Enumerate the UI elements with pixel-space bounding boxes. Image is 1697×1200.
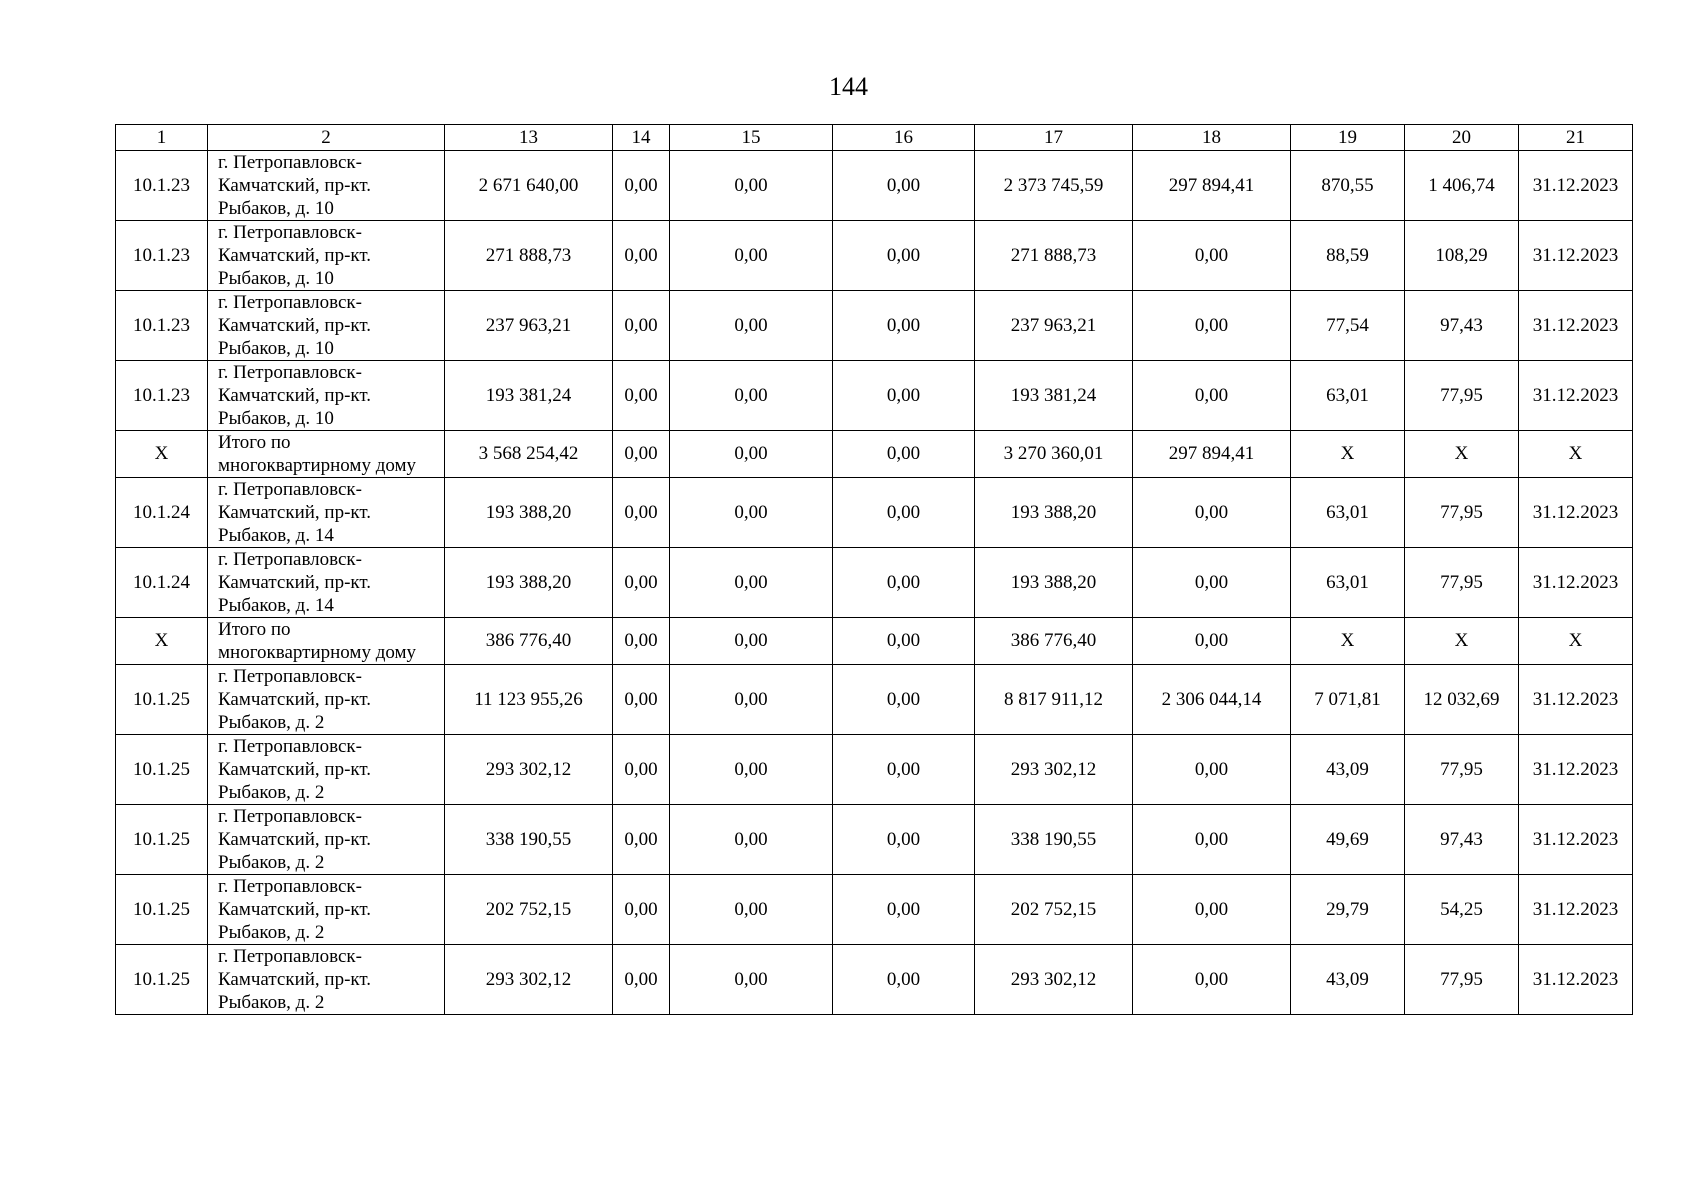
cell-col-17: 338 190,55 [975,805,1133,875]
cell-col-13: 237 963,21 [445,291,613,361]
cell-col-15: 0,00 [670,478,833,548]
cell-col-15: 0,00 [670,431,833,478]
cell-col-18: 0,00 [1133,548,1291,618]
cell-col-19: 870,55 [1291,151,1405,221]
cell-address: г. Петропавловск-Камчатский, пр-кт. Рыбаков, д. 2 [208,945,445,1015]
cell-address: г. Петропавловск-Камчатский, пр-кт. Рыбаков, д. 10 [208,291,445,361]
cell-col-21: 31.12.2023 [1519,875,1633,945]
table-row [116,945,1633,1015]
cell-col-20: 12 032,69 [1405,665,1519,735]
cell-col-21: 31.12.2023 [1519,945,1633,1015]
column-header: 15 [670,125,833,151]
cell-col-20: 97,43 [1405,805,1519,875]
column-header: 1 [116,125,208,151]
cell-col-15: 0,00 [670,805,833,875]
cell-col-21: 31.12.2023 [1519,151,1633,221]
cell-col-18: 297 894,41 [1133,151,1291,221]
cell-col-18: 0,00 [1133,945,1291,1015]
cell-col-13: 193 388,20 [445,548,613,618]
cell-col-13: 271 888,73 [445,221,613,291]
table-row [116,361,1633,431]
cell-col-19: 77,54 [1291,291,1405,361]
cell-col-16: 0,00 [833,735,975,805]
column-header: 17 [975,125,1133,151]
cell-col-14: 0,00 [613,618,670,665]
cell-col-15: 0,00 [670,291,833,361]
cell-col-15: 0,00 [670,735,833,805]
cell-col-17: 193 388,20 [975,478,1133,548]
column-header: 20 [1405,125,1519,151]
cell-col-18: 2 306 044,14 [1133,665,1291,735]
cell-col-16: 0,00 [833,221,975,291]
cell-col-14: 0,00 [613,945,670,1015]
cell-col-19: 43,09 [1291,735,1405,805]
cell-row-number: 10.1.25 [116,735,208,805]
cell-col-20: 54,25 [1405,875,1519,945]
cell-col-20: 77,95 [1405,478,1519,548]
cell-col-14: 0,00 [613,548,670,618]
table-row [116,548,1633,618]
cell-col-16: 0,00 [833,478,975,548]
cell-row-number: 10.1.24 [116,478,208,548]
cell-col-21: 31.12.2023 [1519,548,1633,618]
cell-col-19: 88,59 [1291,221,1405,291]
page-number: 144 [829,72,868,101]
cell-col-13: 338 190,55 [445,805,613,875]
cell-col-17: 293 302,12 [975,945,1133,1015]
table-row [116,291,1633,361]
cell-address: г. Петропавловск-Камчатский, пр-кт. Рыбаков, д. 10 [208,151,445,221]
cell-row-number: 10.1.23 [116,361,208,431]
cell-col-14: 0,00 [613,478,670,548]
table-row [116,735,1633,805]
total-row [116,431,1633,478]
cell-col-15: 0,00 [670,875,833,945]
cell-address: г. Петропавловск-Камчатский, пр-кт. Рыбаков, д. 10 [208,221,445,291]
cell-address: г. Петропавловск-Камчатский, пр-кт. Рыбаков, д. 2 [208,665,445,735]
cell-address: г. Петропавловск-Камчатский, пр-кт. Рыбаков, д. 14 [208,478,445,548]
cell-col-19: X [1291,431,1405,478]
column-header: 18 [1133,125,1291,151]
cell-row-number: X [116,431,208,478]
cell-col-14: 0,00 [613,665,670,735]
cell-col-16: 0,00 [833,361,975,431]
cell-col-16: 0,00 [833,548,975,618]
cell-col-18: 0,00 [1133,478,1291,548]
cell-address: г. Петропавловск-Камчатский, пр-кт. Рыбаков, д. 2 [208,735,445,805]
cell-col-16: 0,00 [833,618,975,665]
table-body [116,151,1633,1015]
cell-col-17: 271 888,73 [975,221,1133,291]
cell-row-number: 10.1.24 [116,548,208,618]
cell-col-18: 0,00 [1133,361,1291,431]
cell-col-20: 1 406,74 [1405,151,1519,221]
cell-col-21: X [1519,618,1633,665]
cell-col-17: 202 752,15 [975,875,1133,945]
cell-col-21: X [1519,431,1633,478]
cell-col-20: 108,29 [1405,221,1519,291]
cell-col-20: 77,95 [1405,548,1519,618]
column-header: 19 [1291,125,1405,151]
cell-col-18: 0,00 [1133,735,1291,805]
table-row [116,805,1633,875]
cell-col-16: 0,00 [833,431,975,478]
cell-row-number: 10.1.23 [116,291,208,361]
cell-address: г. Петропавловск-Камчатский, пр-кт. Рыбаков, д. 10 [208,361,445,431]
cell-col-21: 31.12.2023 [1519,805,1633,875]
cell-col-17: 386 776,40 [975,618,1133,665]
cell-col-19: X [1291,618,1405,665]
cell-col-15: 0,00 [670,361,833,431]
header-row [116,125,1633,151]
cell-col-17: 8 817 911,12 [975,665,1133,735]
cell-col-15: 0,00 [670,548,833,618]
cell-col-13: 202 752,15 [445,875,613,945]
column-header: 14 [613,125,670,151]
cell-col-16: 0,00 [833,291,975,361]
cell-col-15: 0,00 [670,618,833,665]
cell-col-14: 0,00 [613,735,670,805]
table-row [116,875,1633,945]
cell-col-14: 0,00 [613,361,670,431]
cell-col-18: 0,00 [1133,875,1291,945]
cell-col-18: 297 894,41 [1133,431,1291,478]
cell-col-13: 3 568 254,42 [445,431,613,478]
cell-col-16: 0,00 [833,665,975,735]
total-row [116,618,1633,665]
cell-col-16: 0,00 [833,945,975,1015]
cell-col-14: 0,00 [613,151,670,221]
cell-col-20: X [1405,431,1519,478]
cell-address: Итого по многоквартирному дому [208,431,445,478]
cell-col-21: 31.12.2023 [1519,291,1633,361]
cell-row-number: 10.1.23 [116,221,208,291]
cell-col-17: 193 381,24 [975,361,1133,431]
table-row [116,478,1633,548]
column-header: 2 [208,125,445,151]
table-row [116,665,1633,735]
cell-col-18: 0,00 [1133,805,1291,875]
table-row [116,151,1633,221]
cell-col-20: 77,95 [1405,735,1519,805]
cell-col-19: 63,01 [1291,548,1405,618]
cell-col-17: 293 302,12 [975,735,1133,805]
cell-col-16: 0,00 [833,805,975,875]
cell-col-15: 0,00 [670,151,833,221]
cell-col-20: 97,43 [1405,291,1519,361]
cell-address: г. Петропавловск-Камчатский, пр-кт. Рыбаков, д. 2 [208,805,445,875]
cell-col-20: 77,95 [1405,945,1519,1015]
cell-col-21: 31.12.2023 [1519,478,1633,548]
cell-col-13: 2 671 640,00 [445,151,613,221]
cell-col-13: 293 302,12 [445,945,613,1015]
cell-col-19: 49,69 [1291,805,1405,875]
cell-col-18: 0,00 [1133,618,1291,665]
cell-col-13: 293 302,12 [445,735,613,805]
cell-col-14: 0,00 [613,221,670,291]
cell-col-13: 11 123 955,26 [445,665,613,735]
cell-address: Итого по многоквартирному дому [208,618,445,665]
cell-row-number: 10.1.25 [116,945,208,1015]
cell-col-15: 0,00 [670,665,833,735]
cell-col-20: X [1405,618,1519,665]
cell-col-17: 193 388,20 [975,548,1133,618]
cell-col-19: 63,01 [1291,478,1405,548]
cell-col-14: 0,00 [613,875,670,945]
cell-col-16: 0,00 [833,875,975,945]
cell-col-19: 43,09 [1291,945,1405,1015]
cell-row-number: 10.1.25 [116,665,208,735]
cell-col-15: 0,00 [670,221,833,291]
table-row [116,221,1633,291]
cell-col-19: 7 071,81 [1291,665,1405,735]
cell-col-19: 63,01 [1291,361,1405,431]
cell-row-number: X [116,618,208,665]
cell-col-21: 31.12.2023 [1519,361,1633,431]
cell-col-16: 0,00 [833,151,975,221]
cell-col-21: 31.12.2023 [1519,665,1633,735]
cell-row-number: 10.1.25 [116,805,208,875]
cell-col-14: 0,00 [613,431,670,478]
cell-address: г. Петропавловск-Камчатский, пр-кт. Рыбаков, д. 2 [208,875,445,945]
cell-col-18: 0,00 [1133,291,1291,361]
cell-col-15: 0,00 [670,945,833,1015]
cell-col-14: 0,00 [613,291,670,361]
cell-col-13: 193 388,20 [445,478,613,548]
cell-address: г. Петропавловск-Камчатский, пр-кт. Рыбаков, д. 14 [208,548,445,618]
column-header: 13 [445,125,613,151]
cell-col-18: 0,00 [1133,221,1291,291]
cell-col-20: 77,95 [1405,361,1519,431]
cell-col-17: 237 963,21 [975,291,1133,361]
cell-row-number: 10.1.23 [116,151,208,221]
cell-col-17: 3 270 360,01 [975,431,1133,478]
table-header [116,125,1633,151]
cell-col-19: 29,79 [1291,875,1405,945]
cell-col-13: 386 776,40 [445,618,613,665]
cell-col-21: 31.12.2023 [1519,735,1633,805]
cell-col-21: 31.12.2023 [1519,221,1633,291]
data-table [115,124,1633,1015]
column-header: 21 [1519,125,1633,151]
cell-row-number: 10.1.25 [116,875,208,945]
cell-col-13: 193 381,24 [445,361,613,431]
column-header: 16 [833,125,975,151]
cell-col-17: 2 373 745,59 [975,151,1133,221]
cell-col-14: 0,00 [613,805,670,875]
